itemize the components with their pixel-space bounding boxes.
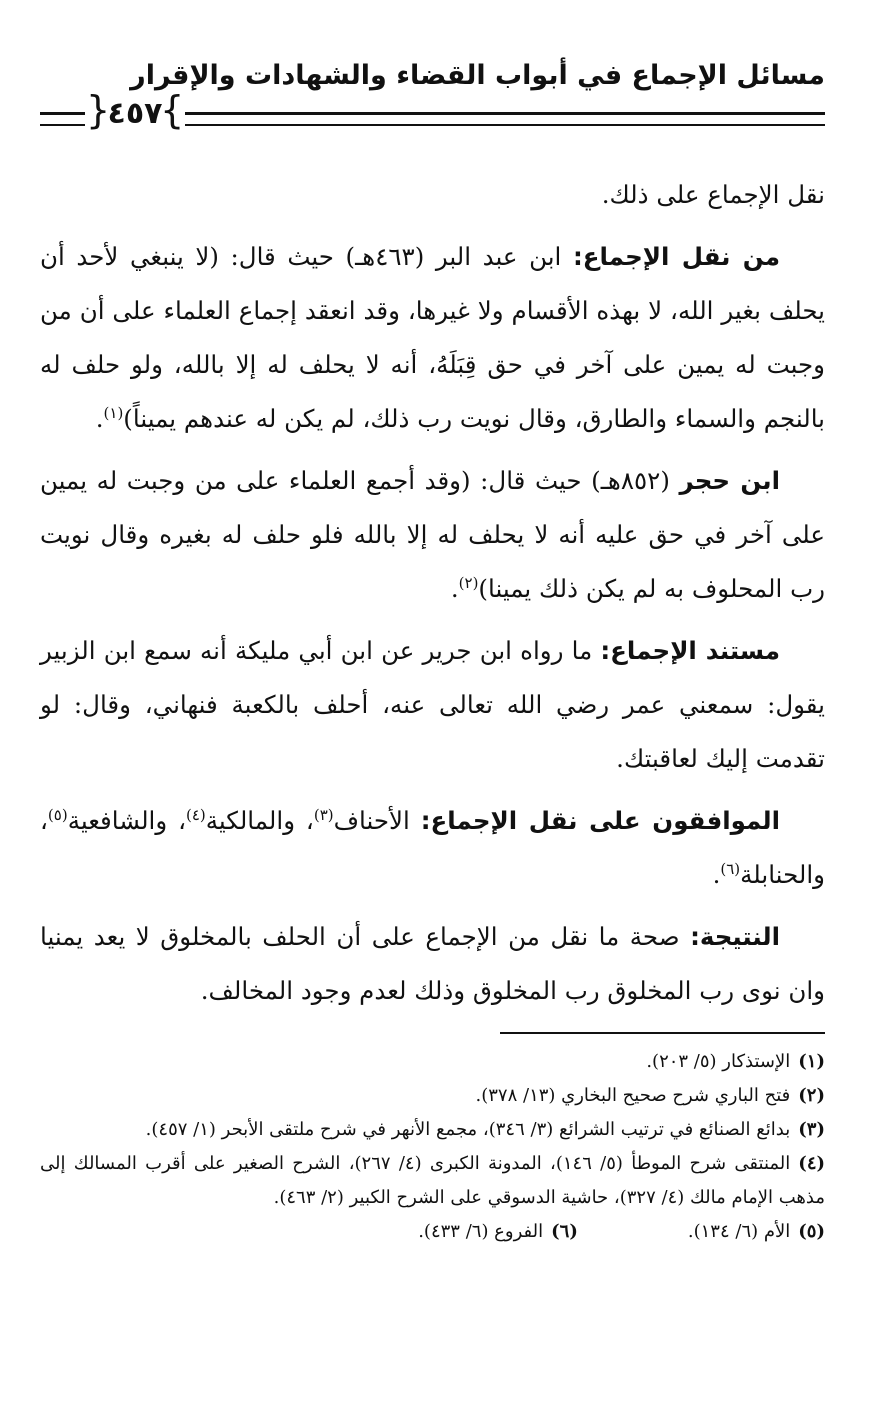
footnote-ref-2: (٢) — [458, 573, 479, 592]
footnote-5: (٥)الأم (٦/ ١٣٤). — [687, 1221, 825, 1242]
footnotes — [40, 1045, 825, 1249]
paragraph-ibn-abd-al-barr: من نقل الإجماع: ابن عبد البر (٤٦٣هـ) حيث قال: (لا ينبغي لأحد أن يحلف بغير الله، لا بهذه الأقسام ولا غيرها، وقد انعقد إجماع العلماء على أن من وجبت له يمين على آخر في حق قِبَلَهُ، أنه لا يحلف له إلا بالله، ولو حلف له بالنجم والسماء والطارق، وقال نويت رب ذلك، لم يكن له عندهم يميناً)$^{(١)}$. — [40, 242, 825, 433]
paragraph-ibn-hajar: ابن حجر (٨٥٢هـ) حيث قال: (وقد أجمع العلماء على من وجبت له يمين على آخر في حق عليه أنه لا يحلف له إلا بالله فلو حلف له بغيره وقال نويت رب المحلوف به لم يكن ذلك يمينا)$^{(٢)}$. — [40, 466, 825, 603]
footnote-ref-1: (١) — [103, 403, 124, 422]
footnote-separator — [500, 1032, 825, 1034]
page-header — [40, 60, 825, 130]
running-title: مسائل الإجماع في أبواب القضاء والشهادات والإقرار — [130, 60, 825, 91]
footnote-ref-5: (٥) — [47, 805, 68, 824]
footnote-ref-4: (٤) — [186, 805, 206, 824]
paragraph-evidence: مستند الإجماع: ما رواه ابن جرير عن ابن أبي مليكة أنه سمع ابن الزبير يقول: سمعني عمر رضي الله تعالى عنه، أحلف بالكعبة فنهاني، وقال: لو تقدمت إليك لعاقبتك. — [40, 636, 825, 773]
footnote-6: (٦)الفروع (٦/ ٤٣٣). — [418, 1221, 578, 1242]
page-number: { ٤٥٧ { — [88, 90, 182, 136]
book-page — [40, 60, 825, 1390]
footnote-ref-6: (٦) — [720, 859, 741, 878]
footnote-4: (٤)المنتقى شرح الموطأ (٥/ ١٤٦)، المدونة الكبرى (٤/ ٢٦٧)، الشرح الصغير على أقرب المسالك إلى مذهب الإمام مالك (٤/ ٣٢٧)، حاشية الدسوقي على الشرح الكبير (٢/ ٤٦٣). — [40, 1153, 826, 1208]
footnote-2: (٢)فتح الباري شرح صحيح البخاري (١٣/ ٣٧٨). — [475, 1085, 825, 1106]
paragraph-lead: الموافقون على نقل الإجماع: — [420, 806, 781, 835]
footnote-ref-3: (٣) — [313, 805, 334, 824]
header-rule-left — [40, 112, 85, 126]
paragraph-intro: نقل الإجماع على ذلك. — [601, 180, 825, 209]
paragraph-lead: النتيجة: — [690, 922, 780, 951]
paragraph-lead: مستند الإجماع: — [600, 636, 780, 665]
paragraph-agreeing: الموافقون على نقل الإجماع: الأحناف$^{(٣)}$، والمالكية$^{(٤)}$، والشافعية$^{(٥)}$، والحنابلة$^{(٦)}$. — [40, 805, 825, 889]
footnote-1: (١)الإستذكار (٥/ ٢٠٣). — [646, 1051, 825, 1072]
paragraph-result: النتيجة: صحة ما نقل من الإجماع على أن الحلف بالمخلوق لا يعد يمنيا وان نوى رب المخلوق رب المخلوق وذلك لعدم وجود المخالف. — [40, 922, 825, 1005]
header-rule — [185, 112, 825, 126]
footnote-3: (٣)بدائع الصنائع في ترتيب الشرائع (٣/ ٣٤٦)، مجمع الأنهر في شرح ملتقى الأبحر (١/ ٤٥٧). — [145, 1119, 825, 1140]
paragraph-lead: ابن حجر — [679, 466, 780, 495]
footnote-row — [40, 1215, 825, 1249]
paragraph-lead: من نقل الإجماع: — [572, 242, 780, 271]
main-text — [40, 168, 825, 1026]
